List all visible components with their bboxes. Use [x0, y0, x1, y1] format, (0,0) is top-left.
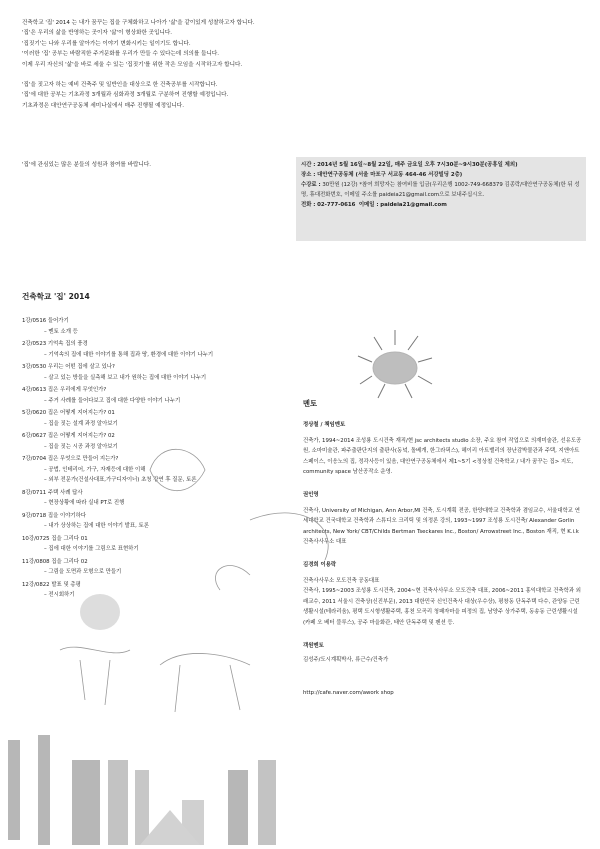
mentor-bio: 건축사, University of Michigan, Ann Arbor,MI 건축, 도시계획 전공, 한양대학교 건축학과 겸임교수, 서울대학교 연세대학교 건국대학교 건축학과 스튜디오 크리틱 및 의정론 강의, 1993~1997 조성룡 도시건축/ Alexander Gorlin architects, New York/ CBT/Childs Bertman Tseckares Inc., Boston/ Arrowstreet Inc., Boston 재직, 현 K.i.k 건축사사무소 대표 [303, 507, 580, 546]
guest-mentor-title: 객원멘토 [303, 642, 324, 649]
intro-line: '집'에 대한 공부는 기초과정 3개월과 심화과정 3개월로 구분하여 진행할 예정입니다. [22, 92, 229, 99]
mentor-entry [303, 420, 583, 478]
cafe-link[interactable]: http://cafe.naver.com/awork shop [303, 689, 394, 696]
info-fee: 수강료 : 30만원 (12강) *참여 희망자는 참여비를 입금(우리은행 1002-749-668379 김종락/대안연구공동체)한 뒤 성명, 휴대전화번호, 이메일 주소를 paideia21@gmail.com으로 보내주십시오. [301, 182, 580, 198]
schedule-week: 9강/0718 집을 이야기하다 [22, 512, 87, 519]
sun-drawing [358, 330, 432, 398]
intro-line: 건축학교 '집' 2014 는 내가 꿈꾸는 집을 구체화하고 나아가 '삶'을 같이있게 성찰하고자 합니다. [22, 20, 255, 26]
schedule-title: 건축학교 '집' 2014 [22, 292, 90, 301]
schedule-week: 4강/0613 집은 우리에게 무엇인가? [22, 387, 107, 393]
schedule-desc: – 집을 짓는 시공 과정 알아보기 [44, 443, 118, 450]
mentor-bio: 건축사사무소 모도건축 공동대표 건축사, 1995~2003 조성룡 도시건축, 2004~현 건축사사무소 모도건축 대표, 2006~2011 홍익대학교 건축학과 외래교수, 2011 서울시 건축상(신진부문), 2013 대한민국 신인건축사 대상(우수상), 평창동 단독주택 다수, 관양동 근린생활시설(테라리움), 평택 도시형생활주택, 홍천 모곡리 청패자마을 피정의 집, 남양주 상가주택, 동송동 근린생활시설(카페 오 베터 블루스), 공주 마을화관, 태안 단독주택 및 펜션 등. [303, 577, 581, 626]
intro-line: '집'은 우리의 삶을 반영하는 곳이자 '삶'이 형상화한 곳입니다. [22, 30, 173, 37]
intro-line: 이제 우리 자신의 '삶'을 바로 세울 수 있는 '집짓기'를 위한 작은 모임을 시작하고자 합니다. [22, 61, 243, 68]
intro-line: '집짓기'는 나와 우리를 알아가는 이야기 변화시키는 일이기도 합니다. [22, 40, 191, 47]
info-box [296, 157, 586, 241]
schedule-desc: – 공법, 인테리어, 가구, 자재등에 대한 이해 [44, 466, 146, 473]
schedule-desc: – 기억속의 집에 대한 이야기를 통해 집과 땅, 환경에 대한 이야기 나누기 [44, 351, 214, 358]
schedule-week: 7강/0704 집은 무엇으로 만들어 지는가? [22, 456, 119, 462]
mentor-name: 권인영 [303, 491, 319, 498]
mentor-title: 멘토 [303, 399, 317, 408]
mentor-name: 정상철 / 책임멘토 [303, 422, 346, 428]
schedule-week: 11강/0808 집을 그리다 02 [22, 558, 88, 565]
guest-mentor [303, 641, 583, 666]
intro-line: '이러한 '집' 공부는 바람직한 주거문화를 우리가 만들 수 있다는데 의의를 둡니다. [22, 51, 220, 58]
schedule-desc: – 살고 있는 방들을 실측해 보고 내가 원하는 집에 대한 이야기 나누기 [44, 374, 207, 381]
schedule-week: 12강/0822 발표 및 총평 [22, 581, 81, 588]
intro-line: '집'을 짓고자 하는 예비 건축주 및 일반인을 대상으로 한 건축공부를 시작합니다. [22, 82, 218, 89]
schedule-desc: – 외부 전문가(건설사대표,가구디자이너) 초청 강연 후 질문, 토론 [44, 477, 197, 483]
schedule-week: 8강/0711 주택 사례 답사 [22, 489, 83, 496]
schedule-desc: – 현장상황에 따라 실내 PT로 진행 [44, 500, 125, 506]
schedule-week: 3강/0530 우리는 어떤 집에 살고 있나? [22, 364, 115, 370]
schedule-desc: – 내가 상상하는 집에 대한 이야기 발표, 토론 [44, 523, 149, 529]
info-contact: 전화 : 02-777-0616 이메일 : paideia21@gmail.com [301, 202, 447, 208]
schedule-desc: – 집을 짓는 설계 과정 알아보기 [44, 420, 118, 427]
mentor-bio: 건축가, 1994~2014 조성룡 도시건축 재직/현 jsc architects studio 소장, 주요 참여 작업으로 의재미술관, 선유도공원, 소마미술관, 파주출판단지의 출판사(동녘, 돌베개, 한그라픽스), 헤이리 아트밸리의 장난감박물관과 주택, 지앤아트스페이스, 이응노의 집, 정각사등이 있음, 대안연구공동체에서 제1~5기 <정상철 건축학교 / 내가 꿈꾸는 집> 지도, community space 남산공작소 운영. [303, 437, 582, 476]
intro-section [22, 18, 582, 111]
info-time: 시간 : 2014년 5월 16일~8월 22일, 매주 금요일 오후 7시30분~9시30분(공휴일 제외) [301, 162, 518, 168]
schedule-desc: – 전시회하기 [44, 592, 75, 598]
info-place: 장소 : 대안연구공동체 (서울 마포구 서교동 464-46 서강빌딩 2층) [301, 172, 463, 178]
intro-line: 기초과정은 대안연구공동체 세미나실에서 매주 진행될 예정입니다. [22, 102, 184, 109]
city-drawing [8, 735, 276, 845]
schedule-list [22, 316, 292, 603]
schedule-desc: – 멘토 소개 등 [44, 328, 78, 335]
schedule-week: 10강/0725 집을 그리다 01 [22, 535, 88, 542]
schedule-desc: – 주거 사례를 들어다보고 집에 대한 다양한 이야기 나누기 [44, 397, 181, 404]
schedule-desc: – 그림을 도면과 모형으로 만들기 [44, 569, 122, 575]
schedule-week: 2강/0523 기억속 집의 풍경 [22, 341, 88, 347]
mentor-entry [303, 490, 583, 548]
schedule-week: 5강/0620 집은 어떻게 지어지는가? 01 [22, 410, 115, 416]
interest-line: '집'에 관심있는 많은 분들의 성원과 참여를 바랍니다. [22, 162, 151, 168]
mentor-entry [303, 560, 583, 629]
schedule-desc: – 집에 대한 이야기를 그림으로 표현하기 [44, 546, 139, 552]
guest-mentor-line: 김성주/도시계획박사, 류근수/건축가 [303, 657, 389, 664]
mentor-list [303, 420, 583, 698]
schedule-week: 1강/0516 들어가기 [22, 318, 69, 324]
mentor-name: 김경희 이용락 [303, 561, 337, 568]
schedule-week: 6강/0627 집은 어떻게 지어지는가? 02 [22, 433, 115, 439]
